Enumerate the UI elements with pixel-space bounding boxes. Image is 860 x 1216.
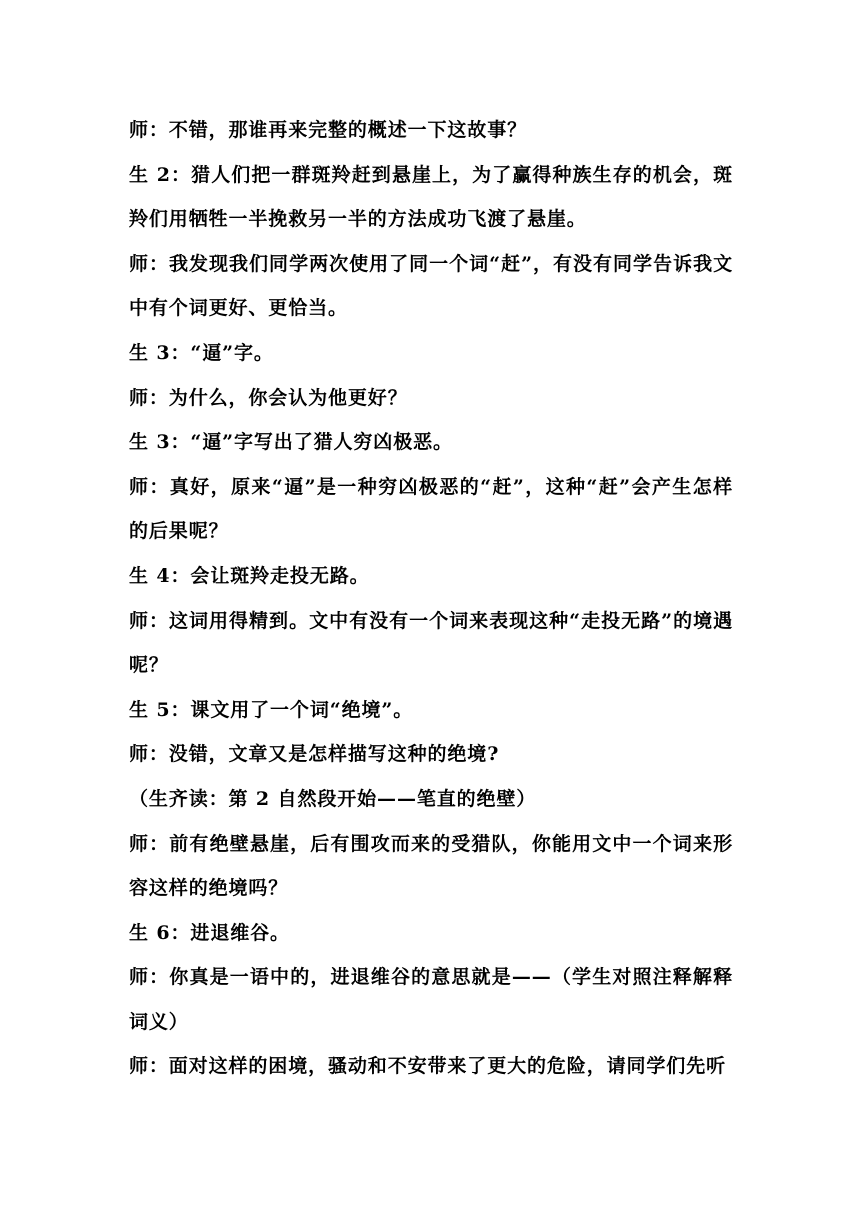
paragraph-student6-answer: 生 6：进退维谷。 <box>129 921 290 944</box>
paragraph-student3-answer: 生 3：“逼”字。 <box>129 341 274 364</box>
paragraph-student4-answer: 生 4：会让斑羚走投无路。 <box>129 564 370 587</box>
dialogue-text <box>129 108 733 1089</box>
paragraph-teacher-prompt-summary: 师：不错，那谁再来完整的概述一下这故事？ <box>129 119 528 141</box>
paragraph-class-reading: （生齐读：第 2 自然段开始——笔直的绝壁） <box>129 787 537 810</box>
paragraph-student5-answer: 生 5：课文用了一个词“绝境”。 <box>129 698 414 721</box>
paragraph-teacher-why: 师：为什么，你会认为他更好？ <box>129 386 408 409</box>
paragraph-teacher-situation: 师：这词用得精到。文中有没有一个词来表现这种“走投无路”的境遇呢？ <box>129 609 733 677</box>
paragraph-teacher-word-question: 师：我发现我们同学两次使用了同一个词“赶”，有没有同学告诉我文中有个词更好、更恰当。 <box>129 252 733 320</box>
paragraph-teacher-predicament: 师：前有绝壁悬崖，后有围攻而来的受猎队，你能用文中一个词来形容这样的绝境吗？ <box>129 832 733 900</box>
paragraph-teacher-describe: 师：没错，文章又是怎样描写这种的绝境? <box>129 743 500 766</box>
paragraph-teacher-listen: 师：面对这样的困境，骚动和不安带来了更大的危险，请同学们先听 <box>129 1055 727 1078</box>
paragraph-teacher-consequence: 师：真好，原来“逼”是一种穷凶极恶的“赶”，这种“赶”会产生怎样的后果呢？ <box>129 475 733 543</box>
paragraph-student3-reason: 生 3：“逼”字写出了猎人穷凶极恶。 <box>129 431 453 454</box>
paragraph-student2-summary: 生 2：猎人们把一群斑羚赶到悬崖上，为了赢得种族生存的机会，斑羚们用牺牲一半挽救另一半的方法成功飞渡了悬崖。 <box>129 163 733 231</box>
paragraph-teacher-meaning: 师：你真是一语中的，进退维谷的意思就是——（学生对照注释解释词义） <box>129 966 733 1033</box>
